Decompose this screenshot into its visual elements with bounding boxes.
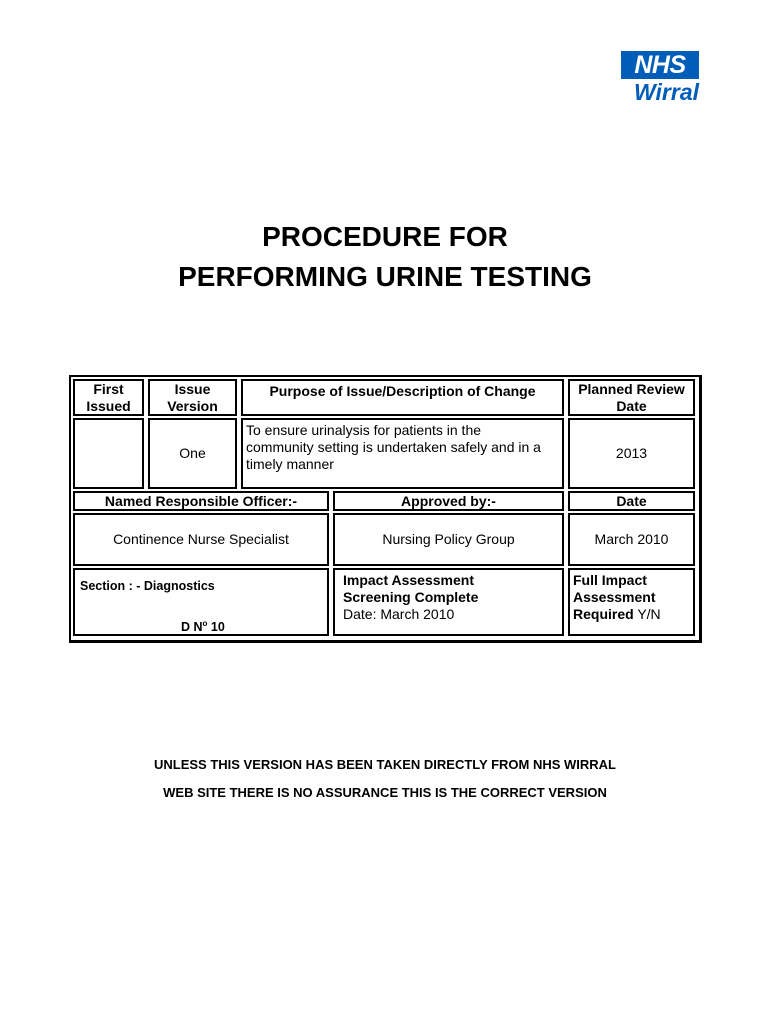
- header-date: Date: [568, 491, 695, 511]
- header-purpose: Purpose of Issue/Description of Change: [241, 379, 564, 416]
- nhs-wirral-logo: [621, 51, 703, 105]
- impact-line-1: Impact Assessment: [343, 572, 474, 588]
- document-number: [181, 615, 225, 636]
- full-impact-line-3: Required: [573, 606, 634, 622]
- full-impact-line-1: Full Impact: [573, 572, 647, 588]
- officer-value: Continence Nurse Specialist: [73, 513, 329, 566]
- document-number-prefix: D N: [181, 620, 203, 635]
- full-impact-cell: [568, 568, 695, 636]
- title-line-2: PERFORMING URINE TESTING: [178, 261, 592, 292]
- date-value: March 2010: [568, 513, 695, 566]
- full-impact-line-2: Assessment: [573, 589, 656, 605]
- warning-line-1: UNLESS THIS VERSION HAS BEEN TAKEN DIRECTLY FROM NHS WIRRAL: [153, 757, 616, 772]
- impact-assessment-cell: [333, 568, 564, 636]
- header-issue-version: Issue Version: [148, 379, 237, 416]
- planned-review-value: 2013: [568, 418, 695, 489]
- impact-line-2: Screening Complete: [343, 589, 479, 605]
- document-title: [0, 217, 770, 297]
- section-cell: [73, 568, 329, 636]
- warning-line-2: WEB SITE THERE IS NO ASSURANCE THIS IS THE CORRECT VERSION: [163, 785, 607, 800]
- document-number-superscript: o: [202, 619, 208, 628]
- nhs-logo-mark: NHS: [621, 51, 699, 79]
- header-planned-review: Planned Review Date: [568, 379, 695, 416]
- document-number-value: 10: [207, 620, 225, 635]
- document-control-table: [69, 375, 702, 643]
- header-first-issued: First Issued: [73, 379, 144, 416]
- nhs-logo-region: Wirral: [634, 79, 699, 105]
- version-warning: [0, 751, 770, 807]
- header-named-officer: Named Responsible Officer:-: [73, 491, 329, 511]
- issue-version-value: One: [148, 418, 237, 489]
- section-label: Section : - Diagnostics: [80, 579, 215, 593]
- approved-by-value: Nursing Policy Group: [333, 513, 564, 566]
- title-line-1: PROCEDURE FOR: [262, 221, 508, 252]
- header-approved-by: Approved by:-: [333, 491, 564, 511]
- full-impact-yn: Y/N: [633, 606, 661, 622]
- first-issued-value: [73, 418, 144, 489]
- impact-line-3: Date: March 2010: [343, 606, 455, 622]
- purpose-value: To ensure urinalysis for patients in the community setting is undertaken safely and in a timely manner: [241, 418, 564, 489]
